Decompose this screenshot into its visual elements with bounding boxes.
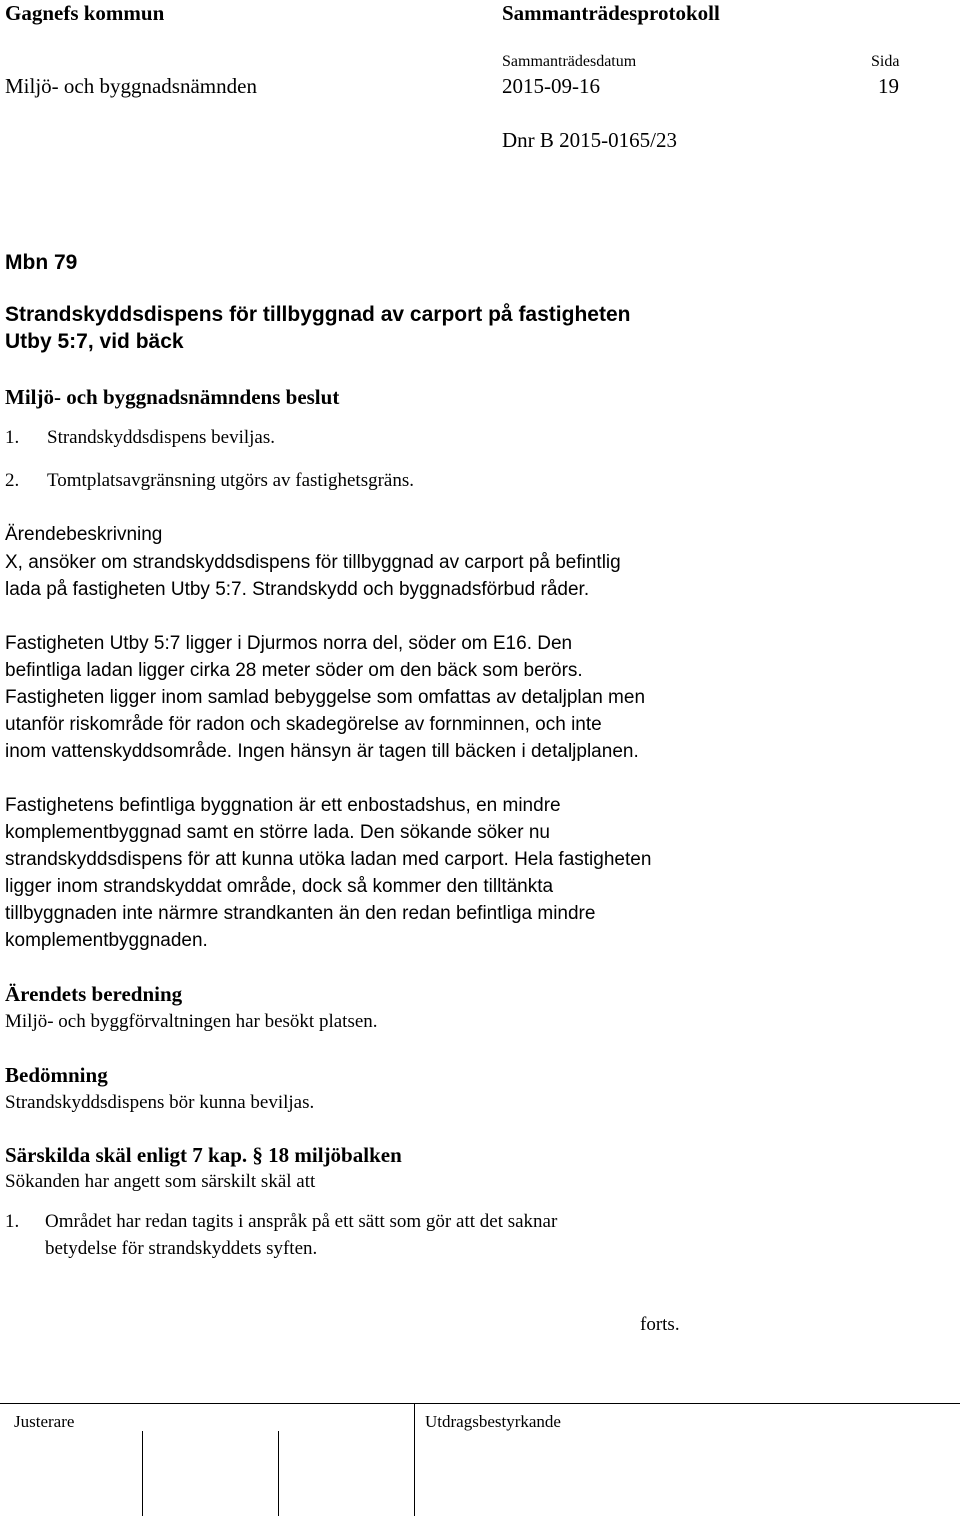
text-line: strandskyddsdispens för att kunna utöka ladan med carport. Hela fastigheten — [5, 849, 652, 870]
assessment-heading: Bedömning — [5, 1063, 108, 1087]
section-title-line-1: Strandskyddsdispens för tillbyggnad av carport på fastigheten — [5, 303, 631, 326]
text-line: komplementbyggnaden. — [5, 930, 208, 951]
municipality-name: Gagnefs kommun — [5, 1, 165, 25]
description-paragraph-2 — [5, 630, 905, 765]
text-line: befintliga ladan ligger cirka 28 meter söder om den bäck som berörs. — [5, 660, 583, 681]
special-reason-1-line-2: betydelse för strandskyddets syften. — [45, 1238, 318, 1259]
text-line: komplementbyggnad samt en större lada. Den sökande söker nu — [5, 822, 550, 843]
committee-name: Miljö- och byggnadsnämnden — [5, 74, 257, 98]
continued-marker: forts. — [640, 1314, 680, 1335]
meeting-date: 2015-09-16 — [502, 74, 600, 98]
adjusters-label: Justerare — [14, 1412, 75, 1431]
assessment-text: Strandskyddsdispens bör kunna beviljas. — [5, 1092, 315, 1113]
text-line: utanför riskområde för radon och skadegörelse av fornminnen, och inte — [5, 714, 602, 735]
section-title-line-2: Utby 5:7, vid bäck — [5, 330, 184, 353]
special-reason-1-number: 1. — [5, 1211, 20, 1232]
text-line: X, ansöker om strandskyddsdispens för tillbyggnad av carport på befintlig — [5, 552, 621, 573]
description-paragraph-1 — [5, 549, 905, 603]
decision-item-1-text: Strandskyddsdispens beviljas. — [47, 427, 275, 448]
text-line: tillbyggnaden inte närmre strandkanten än den redan befintliga mindre — [5, 903, 596, 924]
text-line: Fastigheten Utby 5:7 ligger i Djurmos norra del, söder om E16. Den — [5, 633, 573, 654]
preparation-text: Miljö- och byggförvaltningen har besökt platsen. — [5, 1011, 378, 1032]
decision-item-1-number: 1. — [5, 427, 20, 448]
special-reasons-heading: Särskilda skäl enligt 7 kap. § 18 miljöbalken — [5, 1143, 402, 1167]
description-paragraph-3 — [5, 792, 905, 954]
decision-item-2-number: 2. — [5, 470, 20, 491]
special-reason-1-line-1: Området har redan tagits i anspråk på ett sätt som gör att det saknar — [45, 1211, 558, 1232]
special-reasons-intro: Sökanden har angett som särskilt skäl att — [5, 1171, 316, 1192]
signature-divider — [414, 1404, 415, 1516]
certification-label: Utdragsbestyrkande — [425, 1412, 561, 1431]
case-number: Dnr B 2015-0165/23 — [502, 128, 677, 152]
description-heading: Ärendebeskrivning — [5, 524, 163, 545]
decision-item-2-text: Tomtplatsavgränsning utgörs av fastighetsgräns. — [47, 470, 414, 491]
text-line: Fastighetens befintliga byggnation är ett enbostadshus, en mindre — [5, 795, 561, 816]
date-label: Sammanträdesdatum — [502, 53, 637, 70]
page-label: Sida — [871, 53, 900, 70]
section-number: Mbn 79 — [5, 251, 78, 274]
page-number: 19 — [878, 74, 899, 98]
preparation-heading: Ärendets beredning — [5, 982, 183, 1006]
signature-divider — [278, 1431, 279, 1516]
document-type: Sammanträdesprotokoll — [502, 1, 720, 25]
text-line: inom vattenskyddsområde. Ingen hänsyn är tagen till bäcken i detaljplanen. — [5, 741, 639, 762]
text-line: Fastigheten ligger inom samlad bebyggelse som omfattas av detaljplan men — [5, 687, 646, 708]
signature-divider — [142, 1431, 143, 1516]
text-line: lada på fastigheten Utby 5:7. Strandskydd och byggnadsförbud råder. — [5, 579, 590, 600]
decision-heading: Miljö- och byggnadsnämndens beslut — [5, 385, 340, 409]
text-line: ligger inom strandskyddat område, dock så kommer den tilltänkta — [5, 876, 554, 897]
